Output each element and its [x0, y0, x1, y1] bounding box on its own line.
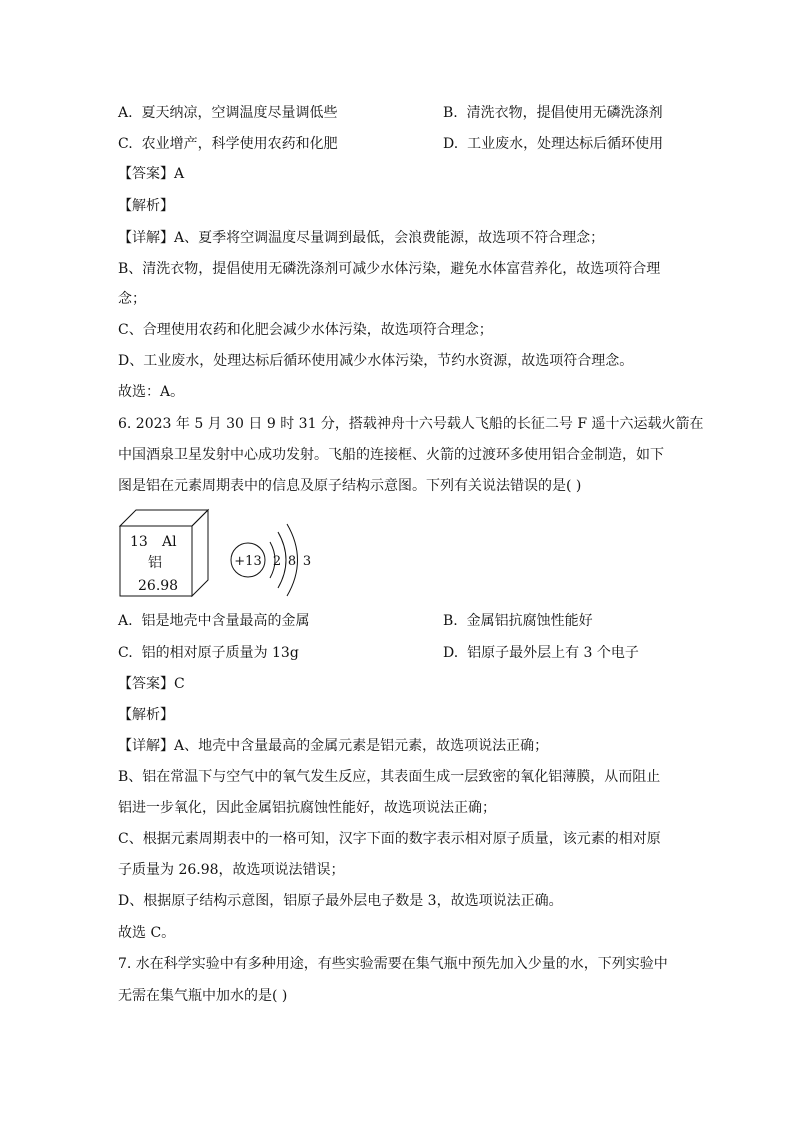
q6-option-b: B. 金属铝抗腐蚀性能好	[443, 613, 593, 629]
q5-detail-line: C、合理使用农药和化肥会减少水体污染，故选项符合理念；	[118, 322, 493, 338]
q6-option-d: D. 铝原子最外层上有 3 个电子	[443, 645, 639, 661]
q6-detail-line: D、根据原子结构示意图，铝原子最外层电子数是 3，故选项说法正确。	[118, 893, 563, 909]
q5-option-d: D. 工业废水，处理达标后循环使用	[443, 136, 664, 152]
q7-stem-line: 7. 水在科学实验中有多种用途，有些实验需要在集气瓶中预先加入少量的水，下列实验中	[118, 956, 668, 972]
q6-detail-line: 铝进一步氧化，因此金属铝抗腐蚀性能好，故选项说法正确；	[118, 800, 496, 816]
q7-stem-line: 无需在集气瓶中加水的是( )	[118, 988, 288, 1004]
q6-detail-line: 【详解】A、地壳中含量最高的金属元素是铝元素，故选项说法正确；	[118, 738, 549, 754]
q6-analysis-title: 【解析】	[118, 707, 174, 723]
shell-electrons-3: 3	[302, 554, 312, 569]
shell-electrons-1: 2	[272, 554, 282, 569]
q5-detail-line: 念；	[118, 291, 146, 307]
q6-stem-line: 6. 2023 年 5 月 30 日 9 时 31 分，搭载神舟十六号载人飞船的长征二号 F 遥十六运载火箭在	[118, 416, 704, 432]
q5-detail-line: 【详解】A、夏季将空调温度尽量调到最低，会浪费能源，故选项不符合理念；	[118, 230, 605, 246]
q6-detail-line: C、根据元素周期表中的一格可知，汉字下面的数字表示相对原子质量，该元素的相对原	[118, 831, 661, 847]
q6-conclusion: 故选 C。	[118, 925, 176, 941]
q5-analysis-title: 【解析】	[118, 198, 174, 214]
q6-option-c: C. 铝的相对原子质量为 13g	[118, 645, 299, 661]
q5-detail-line: B、清洗衣物，提倡使用无磷洗涤剂可减少水体污染，避免水体富营养化，故选项符合理	[118, 261, 661, 277]
q5-detail-line: D、工业废水，处理达标后循环使用减少水体污染，节约水资源，故选项符合理念。	[118, 353, 634, 369]
q6-detail-line: B、铝在常温下与空气中的氧气发生反应，其表面生成一层致密的氧化铝薄膜，从而阻止	[118, 769, 661, 785]
q6-option-a: A. 铝是地壳中含量最高的金属	[118, 613, 310, 629]
q5-answer: 【答案】A	[118, 166, 185, 182]
q5-option-c: C. 农业增产，科学使用农药和化肥	[118, 136, 338, 152]
element-name: 铝	[148, 555, 162, 571]
atomic-number: 13	[130, 534, 148, 550]
q6-stem-line: 图是铝在元素周期表中的信息及原子结构示意图。下列有关说法错误的是( )	[118, 478, 582, 494]
element-symbol: Al	[162, 534, 177, 550]
q5-option-a: A. 夏天纳凉，空调温度尽量调低些	[118, 105, 338, 121]
q6-answer: 【答案】C	[118, 676, 185, 692]
q6-detail-line: 子质量为 26.98，故选项说法错误；	[118, 862, 345, 878]
periodic-table-cell	[120, 510, 208, 596]
nucleus-charge: +13	[234, 554, 262, 569]
aluminium-diagram	[118, 508, 318, 598]
q6-stem-line: 中国酒泉卫星发射中心成功发射。飞船的连接框、火箭的过渡环多使用铝合金制造，如下	[118, 447, 664, 463]
atom-structure	[231, 524, 311, 596]
atomic-mass: 26.98	[138, 578, 179, 594]
q5-option-b: B. 清洗衣物，提倡使用无磷洗涤剂	[443, 105, 663, 121]
shell-electrons-2: 8	[287, 554, 297, 569]
q5-conclusion: 故选：A。	[118, 384, 185, 400]
